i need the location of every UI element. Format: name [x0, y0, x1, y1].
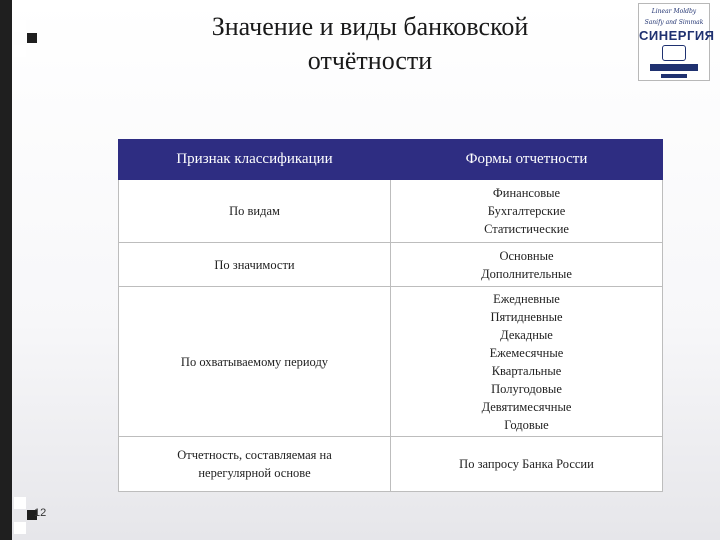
- table-header-row: [119, 140, 663, 180]
- cell-line: По запросу Банка России: [459, 457, 594, 471]
- table-row: [119, 437, 663, 492]
- cell-line: Девятимесячные: [481, 399, 572, 414]
- cell-line: Годовые: [504, 417, 549, 432]
- classification-table: [118, 139, 663, 492]
- slide-title: [160, 10, 580, 78]
- cell-line: Ежемесячные: [489, 345, 564, 360]
- cell-line: Отчетность, составляемая на: [177, 448, 332, 462]
- cell-line: Декадные: [500, 327, 553, 342]
- slide-title-line2: отчётности: [307, 46, 433, 75]
- cell-line: По значимости: [214, 257, 295, 272]
- cell-line: Статистические: [484, 222, 569, 236]
- logo-brand: СИНЕРГИЯ: [639, 28, 715, 43]
- slide-title-line1: Значение и виды банковской: [211, 12, 529, 41]
- cell-line: Дополнительные: [481, 266, 572, 281]
- logo-script-line1: Linear Moldby: [651, 8, 697, 15]
- forms-cell: [391, 437, 663, 492]
- forms-cell: [391, 180, 663, 243]
- decor-square: [27, 33, 37, 43]
- cell-line: По охватываемому периоду: [180, 354, 329, 369]
- synergy-logo: [638, 3, 715, 81]
- criterion-cell: [119, 287, 391, 437]
- decor-square: [14, 522, 26, 534]
- decor-square: [14, 20, 26, 32]
- cell-line: Пятидневные: [490, 309, 563, 324]
- cell-line: Квартальные: [491, 363, 562, 378]
- logo-bar-icon: [661, 74, 687, 78]
- table-row: [119, 180, 663, 243]
- table-row: [119, 287, 663, 437]
- criterion-cell: [119, 243, 391, 287]
- criterion-cell: [119, 437, 391, 492]
- table-row: [119, 243, 663, 287]
- cell-line: Полугодовые: [491, 381, 562, 396]
- cell-line: По видам: [229, 204, 280, 218]
- left-decor-bar: [0, 0, 12, 540]
- page-number: 12: [34, 507, 47, 519]
- logo-ribbon-icon: [650, 64, 698, 71]
- header-forms: Формы отчетности: [391, 140, 663, 180]
- decor-square: [14, 497, 26, 509]
- cell-line: Основные: [499, 248, 554, 263]
- forms-cell: [391, 287, 663, 437]
- header-criterion: Признак классификации: [119, 140, 391, 180]
- cell-line: Финансовые: [492, 186, 561, 200]
- forms-cell: [391, 243, 663, 287]
- logo-script-line2: Sanify and Simmak: [644, 19, 704, 26]
- cell-line: нерегулярной основе: [198, 466, 311, 480]
- cell-line: Ежедневные: [493, 291, 560, 306]
- decor-square: [14, 45, 26, 57]
- cell-line: Бухгалтерские: [487, 204, 566, 218]
- logo-seal-icon: [662, 45, 686, 61]
- criterion-cell: [119, 180, 391, 243]
